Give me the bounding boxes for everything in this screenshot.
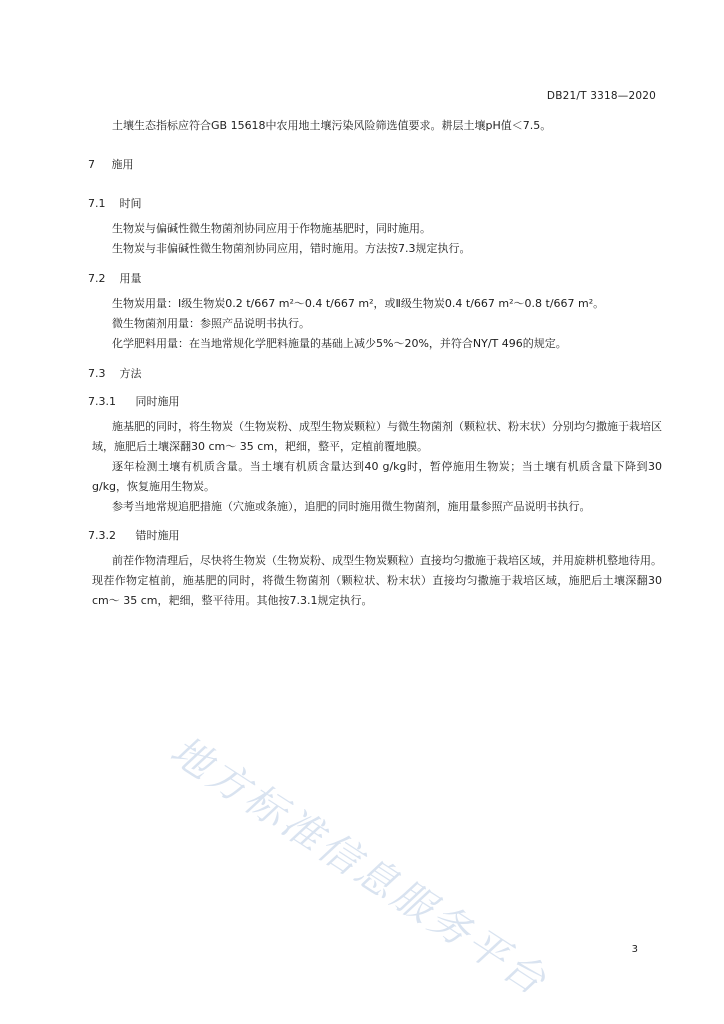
section-title: 方法: [119, 367, 142, 380]
standard-code: DB21/T 3318—2020: [546, 90, 656, 102]
paragraph: 逐年检测土壤有机质含量。当土壤有机质含量达到40 g/kg时，暂停施用生物炭；当土壤有机质含量下降到30 g/kg，恢复施用生物炭。: [92, 460, 662, 493]
section-number: 7.3.2: [88, 529, 116, 542]
paragraph: 生物炭与非偏碱性微生物菌剂协同应用，错时施用。方法按7.3规定执行。: [112, 242, 471, 255]
paragraph: 生物炭与偏碱性微生物菌剂协同应用于作物施基肥时，同时施用。: [112, 222, 431, 235]
section-7-heading: [88, 156, 134, 172]
section-title: 用量: [119, 272, 142, 285]
page-number: 3: [631, 944, 638, 955]
section-number: 7: [88, 158, 95, 171]
section-7-1-heading: [88, 195, 142, 211]
section-title: 同时施用: [135, 395, 180, 408]
section-number: 7.2: [88, 272, 106, 285]
paragraph: 前茬作物清理后，尽快将生物炭（生物炭粉、成型生物炭颗粒）直接均匀撒施于栽培区域，并用旋耕机整地待用。现茬作物定植前，施基肥的同时，将微生物菌剂（颗粒状、粉末状）直接均匀撒施于栽培区域，施肥后土壤深翻30 cm～ 35 cm，耙细，整平待用。其他按7.3.1规定执行。: [92, 554, 662, 607]
paragraph: 微生物菌剂用量：参照产品说明书执行。: [112, 317, 310, 330]
section-7-3-1-heading: [88, 393, 180, 409]
section-title: 时间: [119, 197, 142, 210]
section-number: 7.1: [88, 197, 106, 210]
paragraph: 化学肥料用量：在当地常规化学肥料施量的基础上减少5%～20%，并符合NY/T 496的规定。: [112, 337, 567, 350]
section-number: 7.3.1: [88, 395, 116, 408]
section-7-2-heading: [88, 270, 142, 286]
intro-paragraph: 土壤生态指标应符合GB 15618中农用地土壤污染风险筛选值要求。耕层土壤pH值＜7.5。: [112, 119, 552, 132]
paragraph: 参考当地常规追肥措施（穴施或条施），追肥的同时施用微生物菌剂，施用量参照产品说明书执行。: [112, 500, 591, 513]
paragraph: 施基肥的同时，将生物炭（生物炭粉、成型生物炭颗粒）与微生物菌剂（颗粒状、粉末状）分别均匀撒施于栽培区域，施肥后土壤深翻30 cm～ 35 cm，耙细，整平，定植前覆地膜。: [92, 420, 662, 453]
watermark: 地方标准信息服务平台: [162, 727, 557, 1006]
section-number: 7.3: [88, 367, 106, 380]
section-title: 错时施用: [135, 529, 180, 542]
section-7-3-2-heading: [88, 527, 180, 543]
section-7-3-heading: [88, 365, 142, 381]
section-title: 施用: [111, 158, 134, 171]
paragraph: 生物炭用量：Ⅰ级生物炭0.2 t/667 m²～0.4 t/667 m²，或Ⅱ级生物炭0.4 t/667 m²～0.8 t/667 m²。: [112, 297, 605, 310]
